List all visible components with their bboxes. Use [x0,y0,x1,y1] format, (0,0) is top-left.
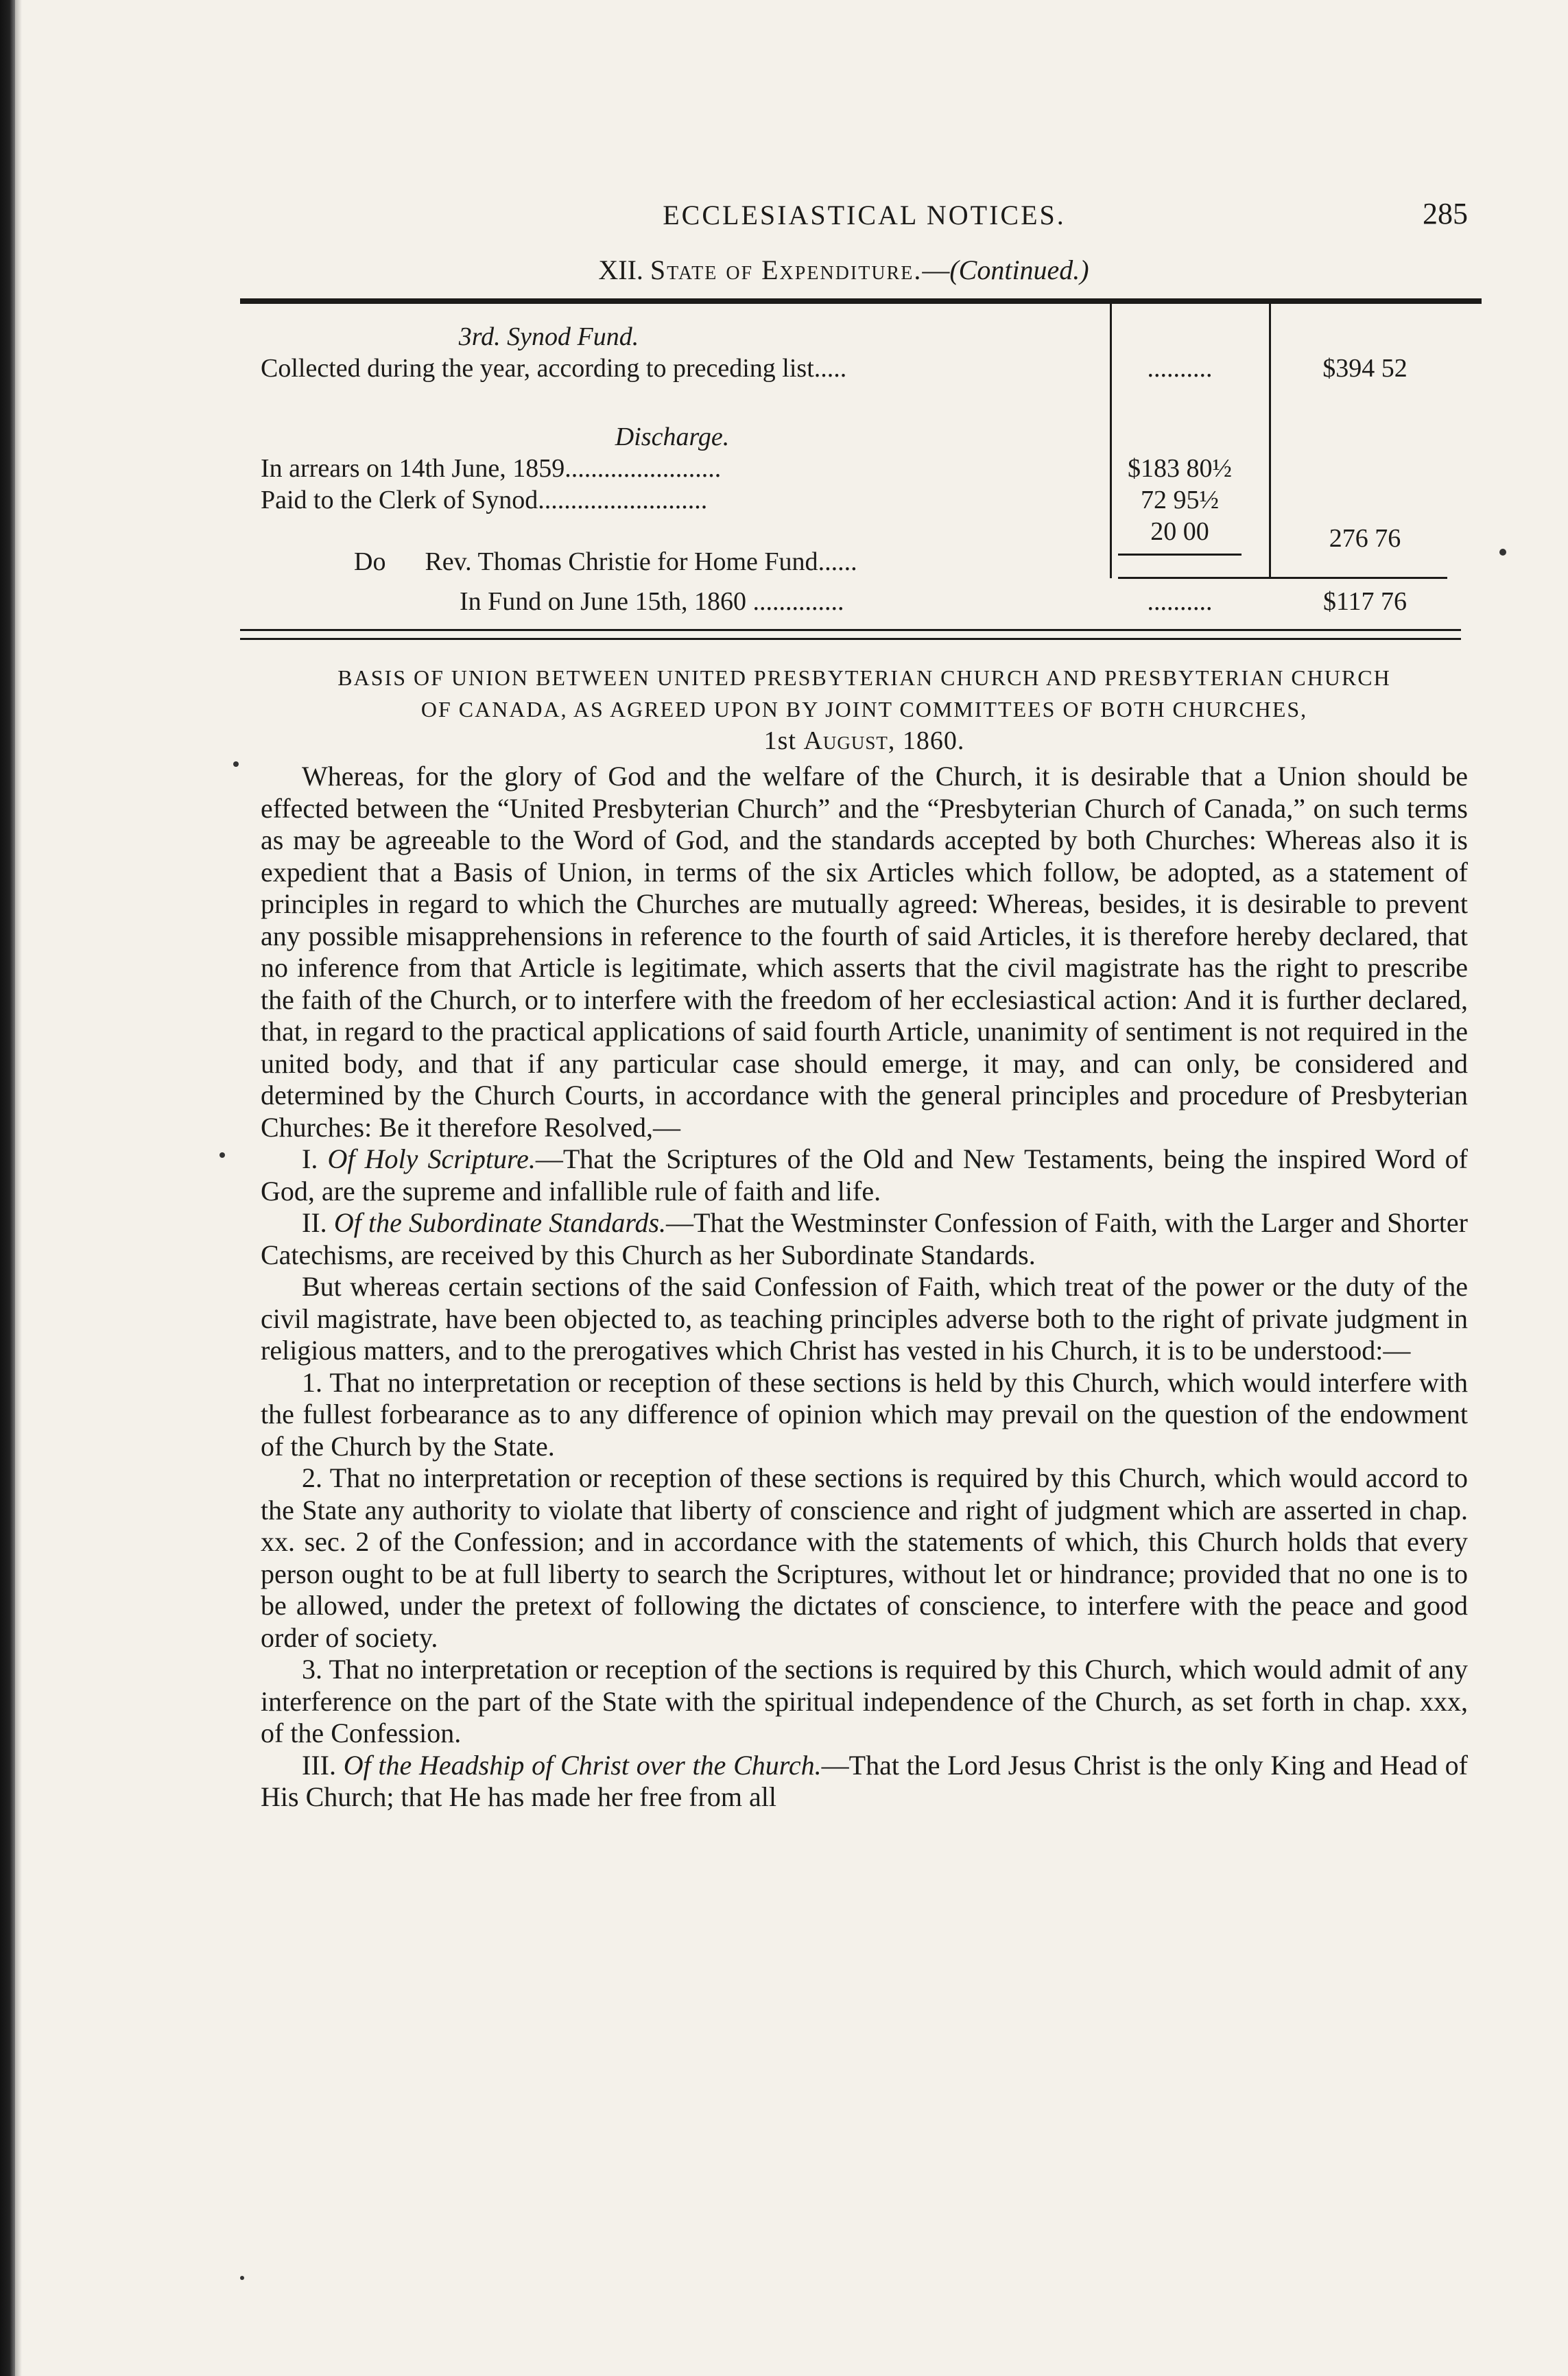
discharge-row-leaders: .......................... [538,486,708,514]
article-1 [261,1143,1468,1207]
discharge-title-line [261,422,1468,458]
page-number: 285 [1423,197,1468,230]
in-fund-amount: $117 76 [1322,587,1407,616]
collected-text [261,353,846,383]
article-3-text: —That the Lord Jesus Christ is the only King and Head of His Church; that He has made her free from all [261,1749,1469,1812]
article-1-title: Of Holy Scripture. [327,1143,536,1174]
collected-line [261,353,1468,389]
discharge-total: 276 76 [1329,524,1401,553]
in-fund-leaders: .............. [752,587,844,616]
discharge-row-text [261,485,707,515]
discharge-row-amount: $183 80½ [1128,454,1232,483]
clause-1: 1. That no interpretation or reception of these sections is held by this Church, which would interfere with the fullest forbearance as to any difference of opinion which may prevail on the question of the endowment of the Church by the State. [261,1366,1468,1462]
book-binding-edge [0,0,15,2376]
basis-body [261,761,1468,1814]
binding-shadow [15,0,22,2376]
printed-page [261,199,1468,1814]
collected-label: Collected during the year, according to preceding list. [261,354,821,383]
synod-fund-accounts [261,304,1468,633]
collected-leaders: .... [820,354,847,383]
table-end-double-rule [240,629,1461,640]
subtotal-rule [1118,554,1242,556]
discharge-row [261,453,1468,489]
article-3-title: Of the Headship of Christ over the Church. [343,1749,822,1781]
table-label: State of Expenditure. [650,254,923,285]
clause-2: 2. That no interpretation or reception of these sections is required by this Church, which would accord to the State any authority to violate that liberty of conscience and right of judgment which are asserted in chap. xx. sec. 2 of the Confession; and in accordance with the statements of which, this Church holds that every person ought to be at full liberty to search the Scriptures, without let or hindrance; provided that no one is to be allowed, under the pretext of following the dictates of conscience, to interfere with the peace and good order of society. [261,1462,1468,1653]
basis-title [261,662,1468,757]
basis-date [261,725,1468,757]
basis-title-line: BASIS OF UNION BETWEEN UNITED PRESBYTERIAN CHURCH AND PRESBYTERIAN CHURCH [337,665,1391,690]
in-fund-dots: .......... [1147,587,1213,616]
discharge-row [261,485,1468,521]
discharge-row-amount: 20 00 [1150,517,1209,546]
table-numeral: XII. [598,254,643,285]
discharge-row-leaders: ...... [818,547,857,576]
margin-speck [1499,549,1506,556]
article-3-number: III. [302,1749,336,1781]
but-whereas-paragraph: But whereas certain sections of the said Confession of Faith, which treat of the power or the duty of the civil magistrate, have been objected to, as teaching principles adverse both to the right of private judgment in religious matters, and to the prerogatives which Christ has vested in his Church, it is to be understood:— [261,1271,1468,1366]
collected-dots: .......... [1147,354,1213,383]
in-fund-text [460,586,844,617]
discharge-row-label: Do Rev. Thomas Christie for Home Fund [354,547,818,576]
article-1-text: —That the Scriptures of the Old and New Testaments, being the inspired Word of God, are the supreme and infallible rule of faith and life. [261,1143,1469,1207]
discharge-row-label: Paid to the Clerk of Synod [261,486,538,514]
discharge-title: Discharge. [615,423,730,451]
margin-speck [219,1152,225,1158]
preamble-paragraph: Whereas, for the glory of God and the welfare of the Church, it is desirable that a Union should be effected between the “United Presbyterian Church” and the “Presbyterian Church of Canada,” on such terms as may be agreeable to the Word of God, and the standards accepted by both Churches: Whereas also it is expedient that a Basis of Union, in terms of the six Articles which follow, be adopted, as a statement of principles in regard to which the Churches are mutually agreed: Whereas, besides, it is desirable to prevent any possible misapprehensions in reference to the fourth of said Articles, it is therefore hereby declared, that no inference from that Article is legitimate, which asserts that the civil magistrate has the right to prescribe the faith of the Church, or to interfere with the freedom of her ecclesiastical action: And it is further declared, that, in regard to the practical applications of said fourth Article, unanimity of sentiment is not required in the united body, and that if any particular case should emerge, it may, and can only, be considered and determined by the Church Courts, in accordance with the general principles and procedure of Presbyterian Churches: Be it therefore Resolved,— [261,761,1468,1143]
table-continued: (Continued.) [949,254,1089,285]
running-head [261,199,1468,247]
article-2-text: —That the Westminster Confession of Faith, with the Larger and Shorter Catechisms, are received by this Church as her Subordinate Standards. [261,1207,1468,1270]
article-2-number: II. [302,1207,327,1238]
discharge-row-amount: 72 95½ [1141,486,1219,514]
margin-speck [240,2276,244,2280]
article-2-title: Of the Subordinate Standards. [333,1207,667,1238]
table-dash: — [922,254,950,285]
in-fund-line [261,586,1468,622]
table-heading [219,254,1468,286]
basis-date-day: 1st [763,726,796,755]
article-1-number: I. [302,1143,318,1174]
balance-rule [1118,577,1447,579]
basis-date-year: , 1860. [888,726,965,755]
discharge-row-leaders: ........................ [565,454,722,483]
margin-speck [233,761,239,767]
fund-title-line [261,322,1468,357]
heading-rule [240,298,1482,304]
running-title: ECCLESIASTICAL NOTICES. [663,200,1066,230]
clause-3: 3. That no interpretation or reception of the sections is required by this Church, which would admit of any interference on the part of the State with the spiritual independence of the Church, as set forth in chap. xxx, of the Confession. [261,1654,1468,1748]
basis-title-line: OF CANADA, AS AGREED UPON BY JOINT COMMITTEES OF BOTH CHURCHES, [420,697,1308,722]
in-fund-label: In Fund on June 15th, 1860 [460,587,746,616]
discharge-row [261,516,1468,576]
article-3 [261,1750,1468,1814]
collected-amount: $394 52 [1322,354,1407,383]
article-2 [261,1207,1468,1271]
fund-title: 3rd. Synod Fund. [458,322,639,351]
discharge-row-label: In arrears on 14th June, 1859 [261,454,565,483]
discharge-row-text [261,453,721,484]
basis-date-month: August [803,726,888,755]
